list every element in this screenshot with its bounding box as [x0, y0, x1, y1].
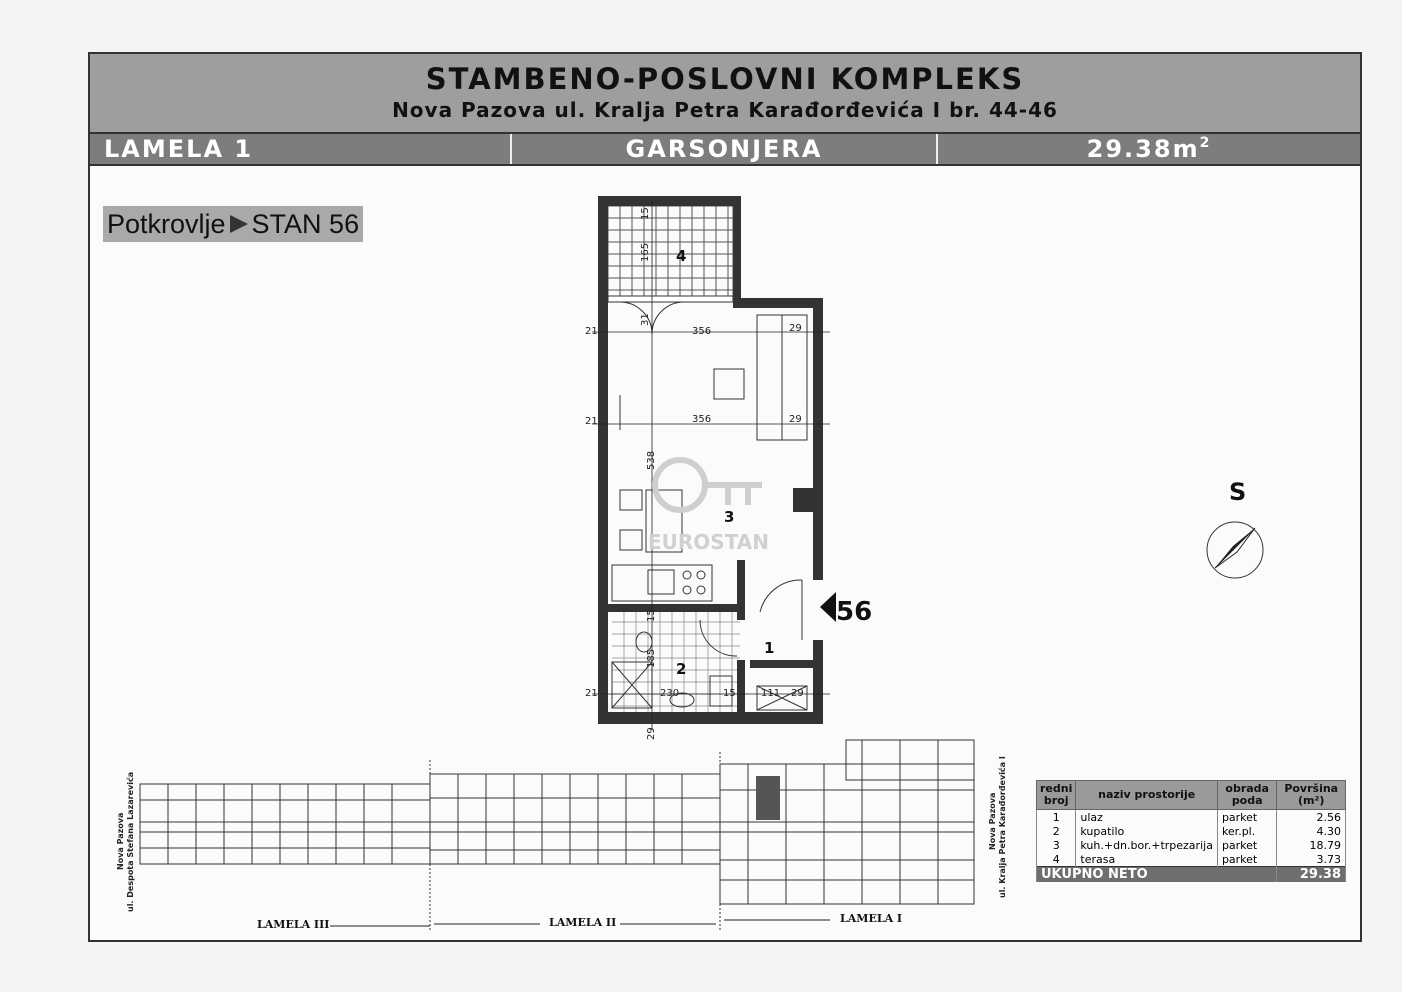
room-table-header: [1037, 781, 1346, 810]
total-label: UKUPNO NETO: [1037, 867, 1277, 883]
breadcrumb-unit: STAN 56: [251, 208, 360, 239]
entrance-label: 56: [836, 597, 873, 627]
room-name: kupatilo: [1076, 824, 1218, 838]
site-plan-strip: [140, 740, 974, 930]
unit-area-exponent: 2: [1199, 135, 1212, 151]
dim-label: 165: [640, 242, 651, 262]
room-floor: ker.pl.: [1217, 824, 1276, 838]
compass-rose-icon: [1205, 480, 1275, 580]
room-name: terasa: [1076, 852, 1218, 867]
complex-address: Nova Pazova ul. Kralja Petra Karađorđevića I br. 44-46: [392, 98, 1058, 122]
room-floor: parket: [1217, 838, 1276, 852]
dim-label: 15: [723, 688, 736, 699]
left-street-line-1: Nova Pazova: [116, 812, 125, 870]
table-row: [1037, 838, 1346, 852]
room-no: 2: [1037, 824, 1076, 838]
table-row: [1037, 852, 1346, 867]
room-number-4: 4: [676, 247, 687, 265]
room-floor: parket: [1217, 852, 1276, 867]
room-area: 4.30: [1277, 824, 1346, 838]
dim-label: 111: [761, 688, 781, 699]
furniture: [612, 315, 807, 710]
room-no: 4: [1037, 852, 1076, 867]
dim-label: 29: [791, 688, 804, 699]
dim-label: 356: [692, 414, 712, 425]
col-header-area: Površina (m²): [1277, 781, 1346, 810]
entrance-arrow-icon: [820, 592, 836, 622]
breadcrumb-level: Potkrovlje: [107, 208, 226, 239]
table-row: [1037, 810, 1346, 825]
dim-label: 29: [789, 323, 802, 334]
room-table: [1036, 780, 1346, 882]
room-area: 2.56: [1277, 810, 1346, 825]
total-value: 29.38: [1277, 867, 1346, 883]
dim-label: 31: [640, 313, 651, 326]
bathroom-door: [700, 620, 737, 656]
lamela-label: LAMELA 1: [90, 134, 512, 164]
dim-label: 230: [660, 688, 680, 699]
doors: [620, 302, 802, 656]
right-street-line-1: Nova Pazova: [988, 792, 997, 850]
room-no: 1: [1037, 810, 1076, 825]
dim-label: 29: [789, 414, 802, 425]
left-street-line-2: ul. Despota Stefana Lazarevića: [126, 771, 135, 912]
lamela-iii-label: LAMELA III: [257, 918, 330, 931]
dim-label: 538: [646, 450, 657, 470]
room-area: 3.73: [1277, 852, 1346, 867]
total-row: [1037, 867, 1346, 883]
entrance-door: [760, 580, 802, 612]
terrace-tiles: [608, 206, 733, 296]
room-floor: parket: [1217, 810, 1276, 825]
dim-label: 15: [640, 207, 651, 220]
unit-type-label: GARSONJERA: [512, 134, 938, 164]
chair: [620, 530, 642, 550]
col-header-name: naziv prostorije: [1076, 781, 1218, 810]
dim-label: 21: [585, 688, 598, 699]
stair-core: [756, 776, 780, 820]
room-area: 18.79: [1277, 838, 1346, 852]
unit-area-value: 29.38m: [1086, 135, 1200, 163]
room-number-3: 3: [724, 508, 735, 526]
room-number-2: 2: [676, 660, 687, 678]
right-street-line-2: ul. Kralja Petra Karađorđevića I: [998, 756, 1007, 898]
table-row: [1037, 824, 1346, 838]
room-name: kuh.+dn.bor.+trpezarija: [1076, 838, 1218, 852]
dim-label: 29: [646, 727, 657, 740]
room-no: 3: [1037, 838, 1076, 852]
lamela-ii-label: LAMELA II: [549, 916, 617, 929]
col-header-no: redni broj: [1037, 781, 1076, 810]
room-name: ulaz: [1076, 810, 1218, 825]
dim-label: 21: [585, 416, 598, 427]
room-number-1: 1: [764, 639, 775, 657]
dim-label: 356: [692, 326, 712, 337]
compass-letter: S: [1229, 478, 1247, 506]
col-header-floor: obrada poda: [1217, 781, 1276, 810]
complex-title: STAMBENO-POSLOVNI KOMPLEKS: [425, 62, 1025, 96]
lamela-i-label: LAMELA I: [840, 912, 903, 925]
dim-label: 185: [646, 648, 657, 668]
eurostan-watermark: EUROSTAN: [648, 530, 770, 554]
dimension-lines: [592, 200, 830, 730]
coffee-table: [714, 369, 744, 399]
dim-label: 15: [646, 609, 657, 622]
eurostan-key-logo: [655, 460, 762, 510]
chair: [620, 490, 642, 510]
dim-label: 21: [585, 326, 598, 337]
